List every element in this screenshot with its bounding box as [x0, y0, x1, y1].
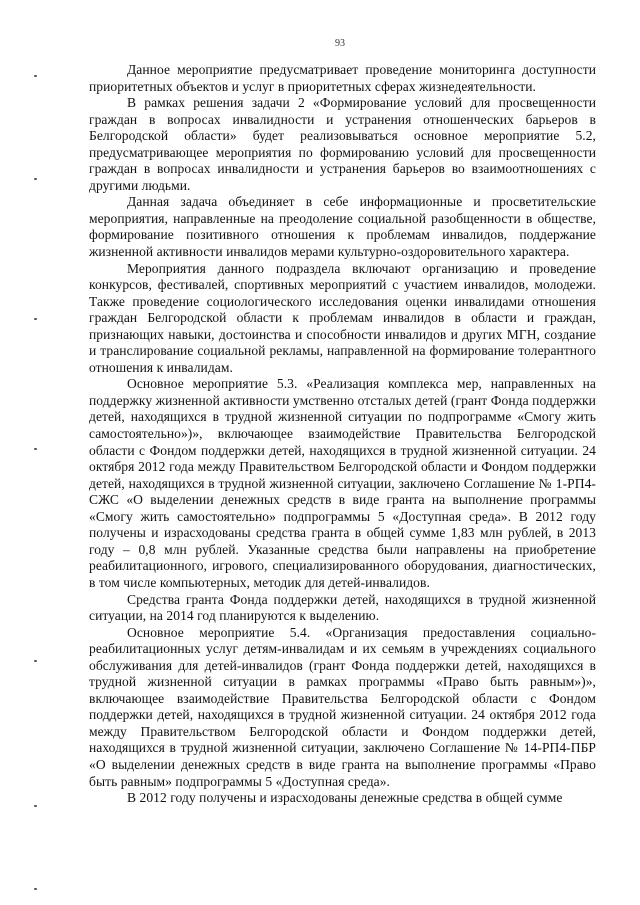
paragraph-funds-2012: В 2012 году получены и израсходованы денежные средства в общей сумме: [127, 790, 563, 806]
paragraph-measure-5-4: Основное мероприятие 5.4. «Организация предоставления социально-реабилитационных услуг детям-инвалидам и их семьям в учреждениях социального обслуживания для детей-инвалидов (грант Фонда поддержки детей, находящихся в трудной жизненной ситуации в рамках программы «Право быть равным»)», включающее взаимодействие Правительства Белгородской области с Фондом поддержки детей, находящихся в трудной жизненной ситуации. 24 октября 2012 года между Правительством Белгородской области и Фондом поддержки детей, находящихся в трудной жизненной ситуации, заключено Соглашение № 14-РП4-ПБР «О выделении денежных средств в виде гранта на выполнение программы «Право быть равным» подпрограммы 5 «Доступная среда».: [89, 624, 596, 789]
scan-margin-mark: [34, 448, 37, 450]
scan-margin-mark: [34, 660, 37, 662]
scan-margin-mark: [34, 805, 37, 807]
paragraph-task-description: Данная задача объединяет в себе информационные и просветительские мероприятия, направленные на преодоление социальной разобщенности в обществе, формирование позитивного отношения к проблемам инвалидов, поддержание жизненной активности инвалидов мерами культурно-оздоровительного характера.: [89, 194, 596, 260]
paragraph-grant-2014: Средства гранта Фонда поддержки детей, находящихся в трудной жизненной ситуации, на 2014 год планируются к выделению.: [89, 591, 596, 624]
scan-margin-mark: [34, 178, 37, 180]
document-body: [89, 62, 596, 807]
scan-margin-mark: [34, 318, 37, 320]
paragraph-subsection-events: Мероприятия данного подраздела включают организацию и проведение конкурсов, фестивалей, спортивных мероприятий с участием инвалидов, молодежи. Также проведение социологического исследования оценки инвалидами отношения граждан Белгородской области к проблемам инвалидов в области и граждан, признающих навыки, достоинства и способности инвалидов и других МГН, создание и транслирование социальной рекламы, направленной на формирование толерантного отношения к инвалидам.: [89, 260, 596, 375]
scan-margin-mark: [34, 75, 37, 77]
paragraph-monitoring: Данное мероприятие предусматривает проведение мониторинга доступности приоритетных объектов и услуг в приоритетных сферах жизнедеятельности.: [89, 62, 596, 94]
paragraph-measure-5-3: Основное мероприятие 5.3. «Реализация комплекса мер, направленных на поддержку жизненной активности умственно отсталых детей (грант Фонда поддержки детей, находящихся в трудной жизненной ситуации по подпрограмме «Смогу жить самостоятельно»)», включающее взаимодействие Правительства Белгородской области с Фондом поддержки детей, находящихся в трудной жизненной ситуации. 24 октября 2012 года между Правительством Белгородской области и Фондом поддержки детей, находящихся в трудной жизненной ситуации, заключено Соглашение № 1-РП4-СЖС «О выделении денежных средств в виде гранта на выполнение программы «Смогу жить самостоятельно» подпрограммы 5 «Доступная среда». В 2012 году получены и израсходованы средства гранта в общей сумме 1,83 млн рублей, в 2013 году – 0,8 млн рублей. Указанные средства были направлены на приобретение реабилитационного, игрового, специализированного оборудования, диагностических, в том числе компьютерных, методик для детей-инвалидов.: [89, 376, 596, 590]
paragraph-task-2: В рамках решения задачи 2 «Формирование условий для просвещенности граждан в вопросах инвалидности и устранения отношенческих барьеров в Белгородской области» будет реализовываться основное мероприятие 5.2, предусматривающее мероприятия по формированию условий для просвещенности граждан в вопросах инвалидности и устранения барьеров во взаимоотношениях с другими людьми.: [89, 95, 596, 193]
scan-margin-mark: [34, 888, 37, 890]
page-number: 93: [335, 38, 345, 49]
